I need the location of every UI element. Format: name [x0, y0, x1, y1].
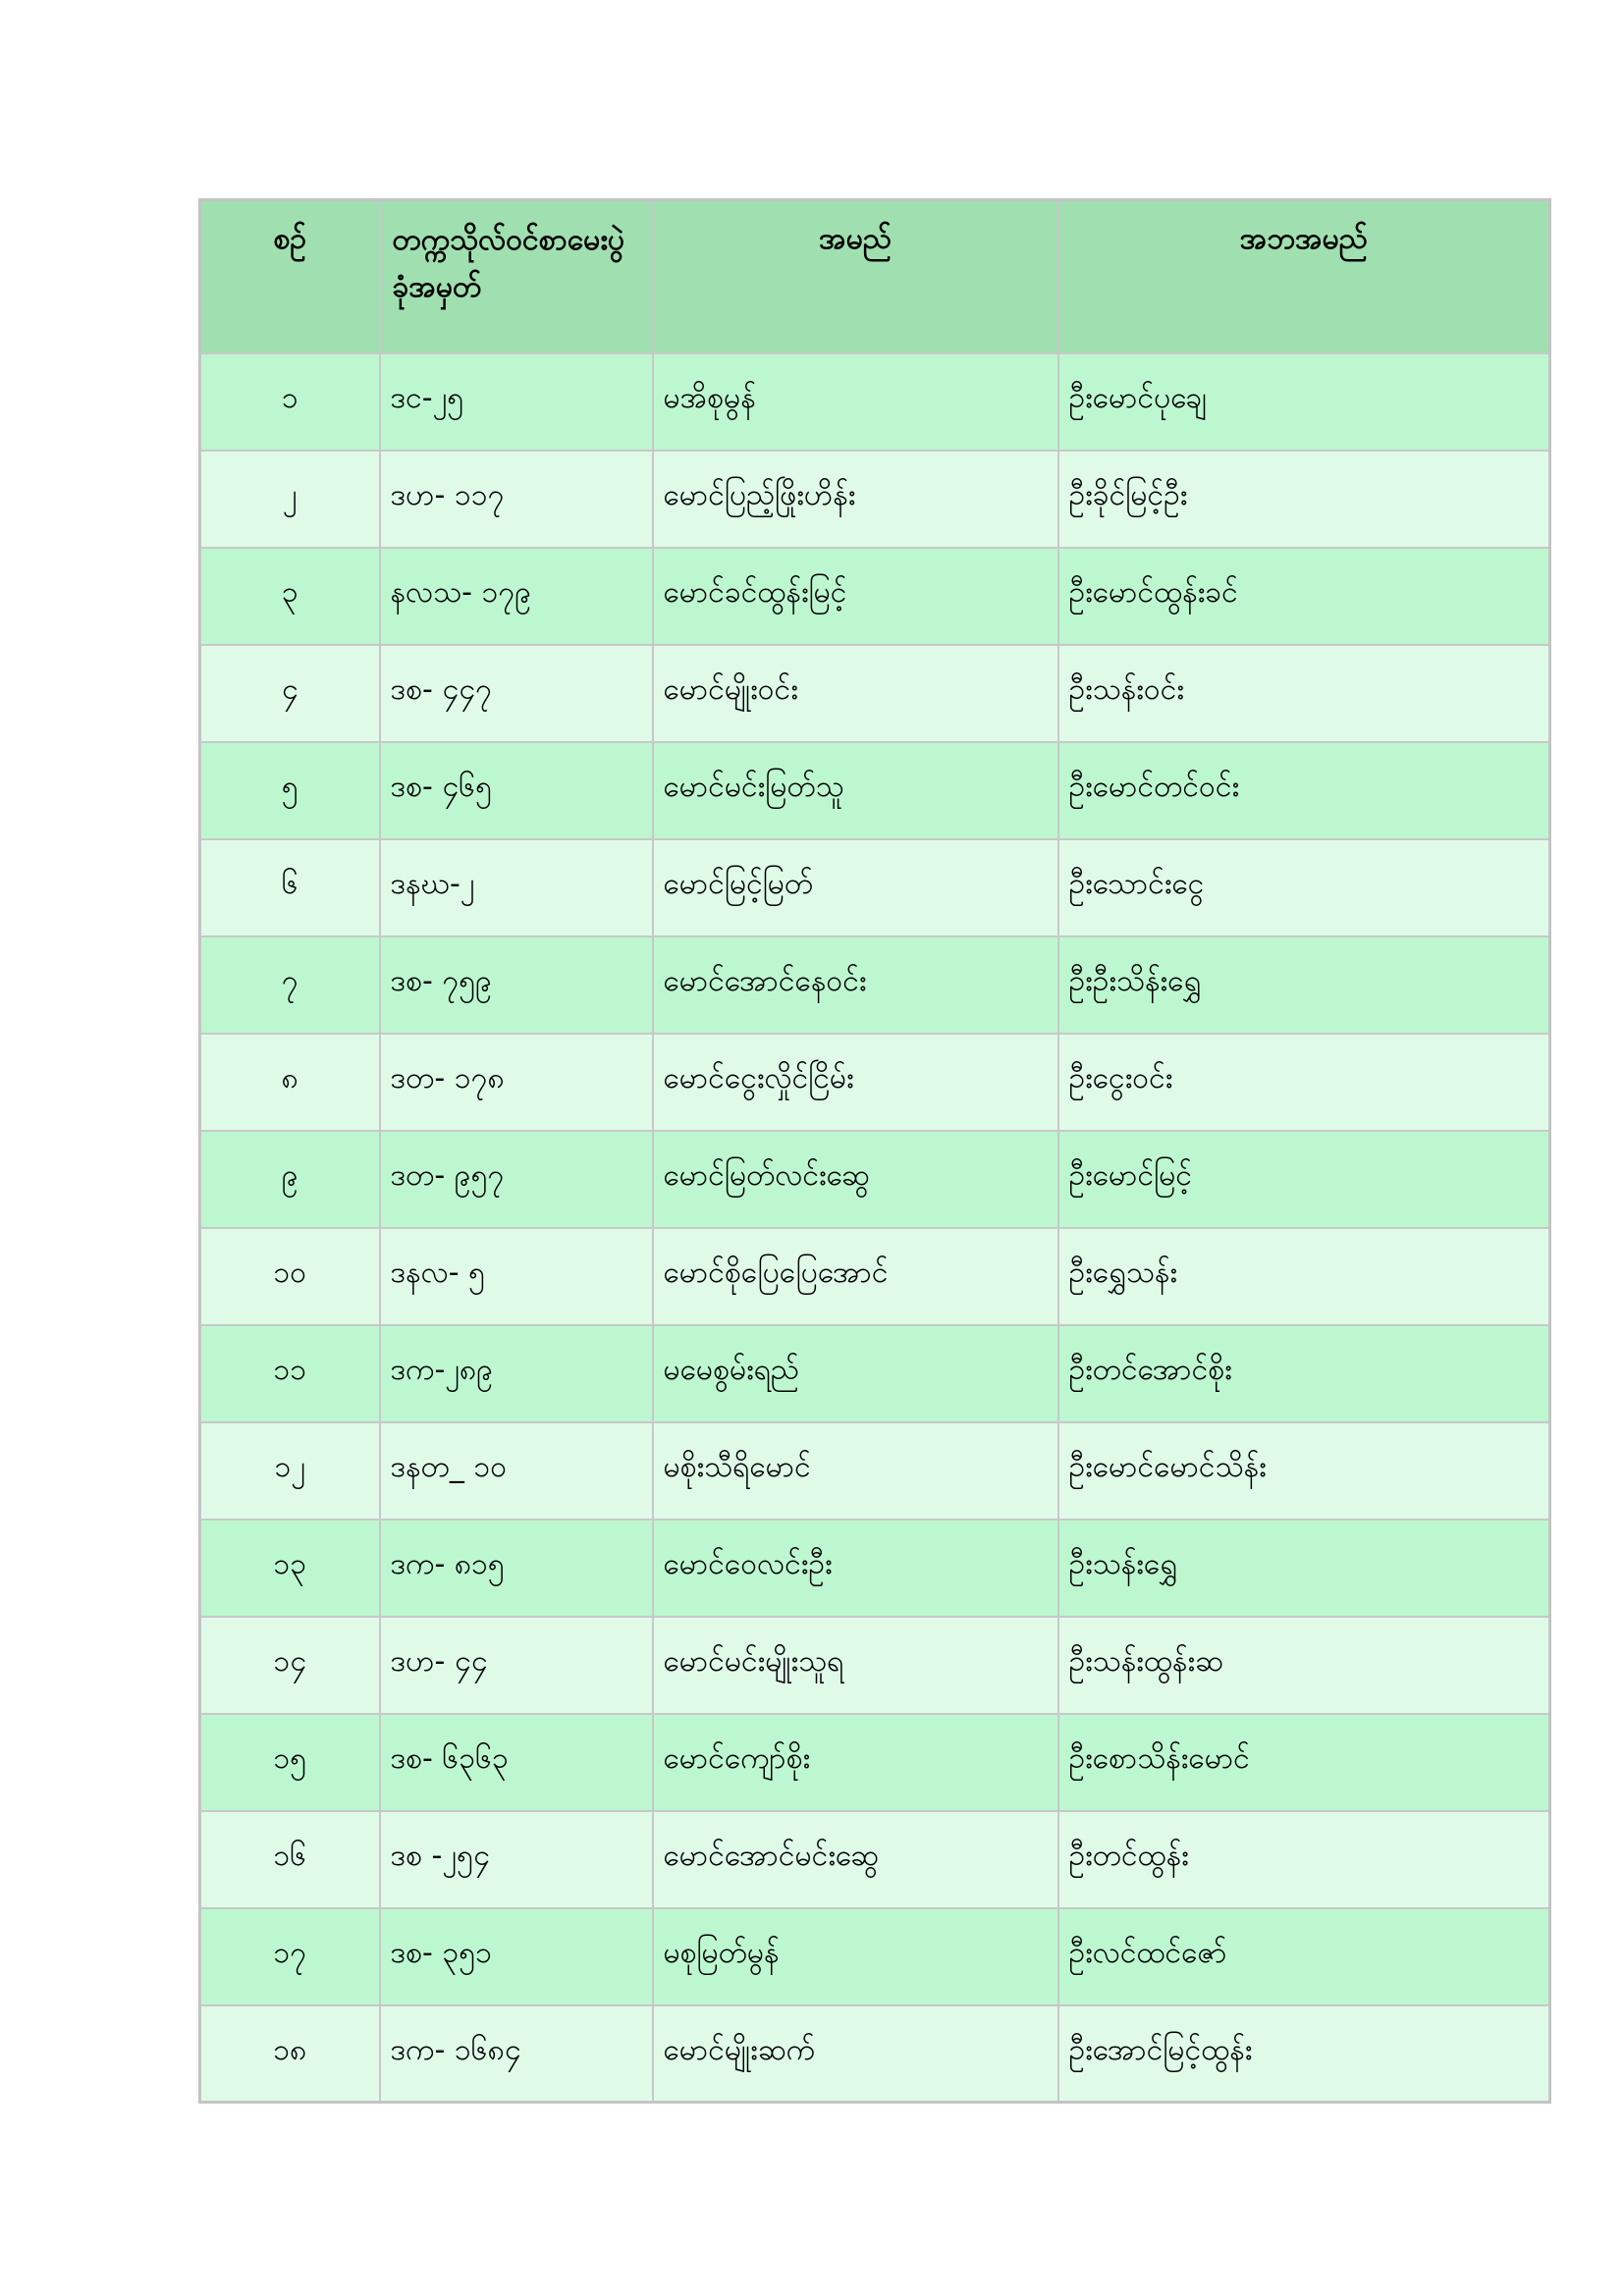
serial-number-cell: ၁၇: [200, 1908, 380, 2005]
serial-number-cell: ၂: [200, 451, 380, 548]
header-roll-number: တက္ကသိုလ်ဝင်စာမေးပွဲ ခုံအမှတ်: [380, 200, 653, 353]
student-name-cell: မောင်မြင့်မြတ်: [653, 839, 1058, 936]
serial-number-cell: ၈: [200, 1034, 380, 1131]
student-name-cell: မောင်စိုပြေပြေအောင်: [653, 1228, 1058, 1325]
student-name-cell: မစုမြတ်မွန်: [653, 1908, 1058, 2005]
header-father-name: အဘအမည်: [1058, 200, 1550, 353]
father-name-cell: ဦးလင်ထင်ဇော်: [1058, 1908, 1550, 2005]
roll-number-cell: ဒစ- ၇၅၉: [380, 936, 653, 1034]
father-name-cell: ဦးတင်ထွန်း: [1058, 1811, 1550, 1908]
father-name-cell: ဦးမောင်ထွန်းခင်: [1058, 548, 1550, 645]
father-name-cell: ဦးသောင်းငွေ: [1058, 839, 1550, 936]
table-row: [200, 1811, 1550, 1908]
header-row: [200, 200, 1550, 353]
student-name-cell: မောင်မင်းမြတ်သူ: [653, 742, 1058, 839]
table-row: [200, 742, 1550, 839]
father-name-cell: ဦးမောင်တင်ဝင်း: [1058, 742, 1550, 839]
father-name-cell: ဦးသန်းရွှေ: [1058, 1520, 1550, 1617]
serial-number-cell: ၁၀: [200, 1228, 380, 1325]
table-row: [200, 936, 1550, 1034]
father-name-cell: ဦးမောင်မောင်သိန်း: [1058, 1422, 1550, 1520]
student-name-cell: မောင်ကျော်စိုး: [653, 1714, 1058, 1811]
serial-number-cell: ၆: [200, 839, 380, 936]
father-name-cell: ဦးရွှေသန်း: [1058, 1228, 1550, 1325]
table-row: [200, 1617, 1550, 1714]
table-row: [200, 1228, 1550, 1325]
roll-number-cell: ဒဟ- ၁၁၇: [380, 451, 653, 548]
roll-number-cell: ဒင-၂၅: [380, 353, 653, 451]
serial-number-cell: ၁၅: [200, 1714, 380, 1811]
results-table: [198, 198, 1551, 2104]
roll-number-cell: ဒတ- ၉၅၇: [380, 1131, 653, 1228]
student-name-cell: မောင်ပြည့်ဖြိုးဟိန်း: [653, 451, 1058, 548]
serial-number-cell: ၁: [200, 353, 380, 451]
serial-number-cell: ၃: [200, 548, 380, 645]
roll-number-cell: ဒတ- ၁၇၈: [380, 1034, 653, 1131]
serial-number-cell: ၁၃: [200, 1520, 380, 1617]
table-row: [200, 839, 1550, 936]
table-body: [200, 353, 1550, 2103]
table-row: [200, 548, 1550, 645]
roll-number-cell: ဒနလ- ၅: [380, 1228, 653, 1325]
table-row: [200, 1908, 1550, 2005]
student-name-cell: မောင်မျိုးဆက်: [653, 2005, 1058, 2103]
table-row: [200, 1034, 1550, 1131]
roll-number-cell: ဒစ- ၆၃၆၃: [380, 1714, 653, 1811]
table-row: [200, 1325, 1550, 1422]
serial-number-cell: ၅: [200, 742, 380, 839]
roll-number-cell: ဒနဃ-၂: [380, 839, 653, 936]
roll-number-cell: ဒနတ_ ၁၀: [380, 1422, 653, 1520]
roll-number-cell: ဒက- ၈၁၅: [380, 1520, 653, 1617]
father-name-cell: ဦးငွေးဝင်း: [1058, 1034, 1550, 1131]
student-name-cell: မမေစွမ်းရည်: [653, 1325, 1058, 1422]
serial-number-cell: ၁၁: [200, 1325, 380, 1422]
header-serial-no: စဉ်: [200, 200, 380, 353]
table-row: [200, 353, 1550, 451]
student-name-cell: မောင်ဝေလင်းဦး: [653, 1520, 1058, 1617]
student-name-cell: မောင်ငွေးလှိုင်ငြိမ်း: [653, 1034, 1058, 1131]
father-name-cell: ဦးအောင်မြင့်ထွန်း: [1058, 2005, 1550, 2103]
roll-number-cell: ဒစ- ၄၄၇: [380, 645, 653, 742]
serial-number-cell: ၁၄: [200, 1617, 380, 1714]
father-name-cell: ဦးသန်းထွန်းဆ: [1058, 1617, 1550, 1714]
table-row: [200, 2005, 1550, 2103]
table-row: [200, 1131, 1550, 1228]
table-row: [200, 1520, 1550, 1617]
table-row: [200, 451, 1550, 548]
student-name-cell: မောင်အောင်မင်းဆွေ: [653, 1811, 1058, 1908]
student-name-cell: မစိုးသီရိမောင်: [653, 1422, 1058, 1520]
roll-number-cell: ဒစ- ၃၅၁: [380, 1908, 653, 2005]
roll-number-cell: ဒဟ- ၄၄: [380, 1617, 653, 1714]
father-name-cell: ဦးမောင်မြင့်: [1058, 1131, 1550, 1228]
roll-number-cell: နလသ- ၁၇၉: [380, 548, 653, 645]
student-name-cell: မောင်ခင်ထွန်းမြင့်: [653, 548, 1058, 645]
header-name: အမည်: [653, 200, 1058, 353]
student-name-cell: မောင်မြတ်လင်းဆွေ: [653, 1131, 1058, 1228]
student-name-cell: မောင်မင်းမျိုးသူရ: [653, 1617, 1058, 1714]
table-row: [200, 645, 1550, 742]
serial-number-cell: ၇: [200, 936, 380, 1034]
father-name-cell: ဦးတင်အောင်စိုး: [1058, 1325, 1550, 1422]
roll-number-cell: ဒစ -၂၅၄: [380, 1811, 653, 1908]
serial-number-cell: ၁၂: [200, 1422, 380, 1520]
father-name-cell: ဦးဦးသိန်းရွှေ: [1058, 936, 1550, 1034]
student-name-cell: မအိစုမွန်: [653, 353, 1058, 451]
student-name-cell: မောင်မျိုးဝင်း: [653, 645, 1058, 742]
serial-number-cell: ၁၈: [200, 2005, 380, 2103]
father-name-cell: ဦးသန်းဝင်း: [1058, 645, 1550, 742]
table-row: [200, 1422, 1550, 1520]
father-name-cell: ဦးခိုင်မြင့်ဦး: [1058, 451, 1550, 548]
student-name-cell: မောင်အောင်နေဝင်း: [653, 936, 1058, 1034]
roll-number-cell: ဒက-၂၈၉: [380, 1325, 653, 1422]
roll-number-cell: ဒစ- ၄၆၅: [380, 742, 653, 839]
serial-number-cell: ၄: [200, 645, 380, 742]
table-row: [200, 1714, 1550, 1811]
roll-number-cell: ဒက- ၁၆၈၄: [380, 2005, 653, 2103]
father-name-cell: ဦးမောင်ပုချေ: [1058, 353, 1550, 451]
serial-number-cell: ၁၆: [200, 1811, 380, 1908]
father-name-cell: ဦးစောသိန်းမောင်: [1058, 1714, 1550, 1811]
serial-number-cell: ၉: [200, 1131, 380, 1228]
